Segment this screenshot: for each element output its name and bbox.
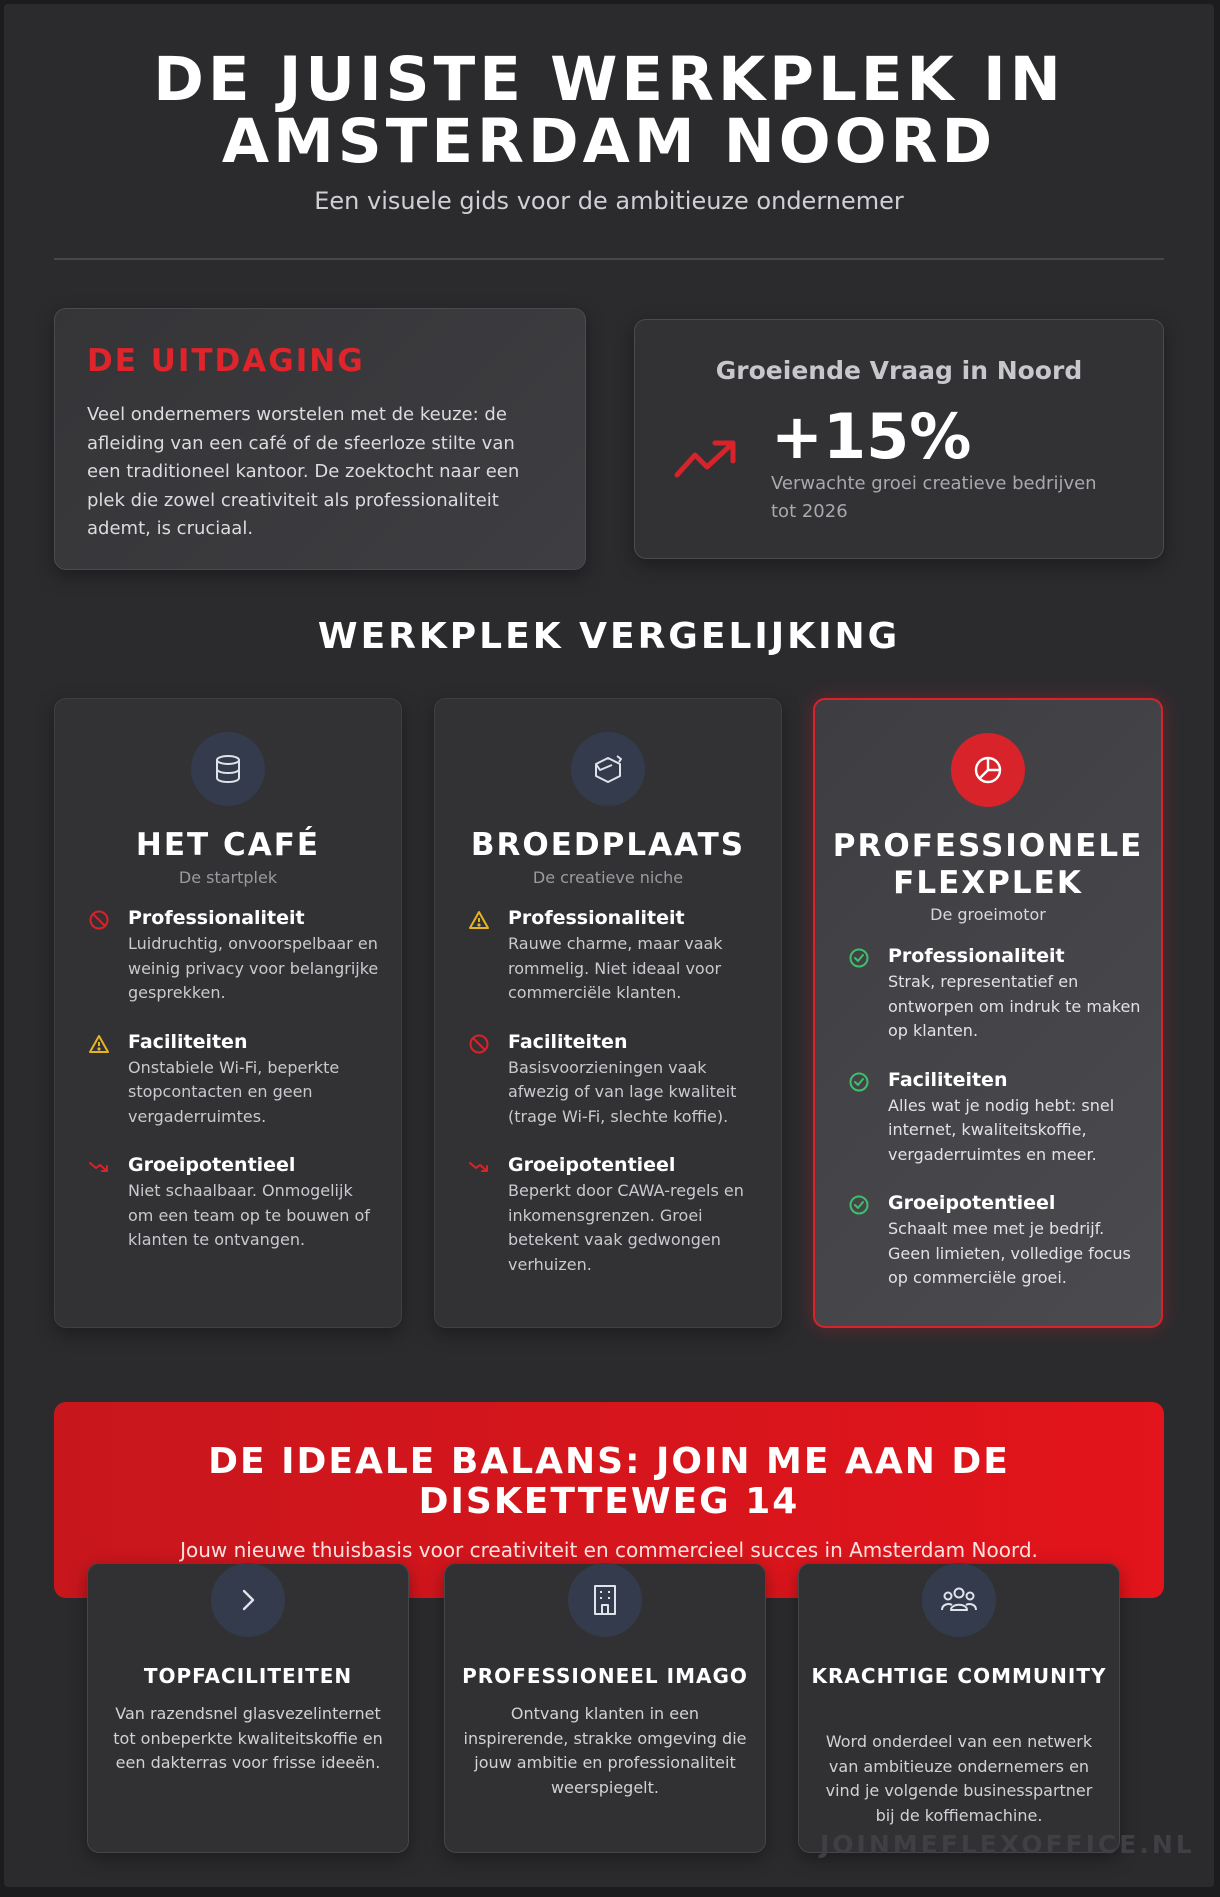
pie-chart-icon: [951, 733, 1025, 807]
column-title: PROFESSIONELE FLEXPLEK: [832, 828, 1144, 901]
comparison-card-flexplek: [813, 698, 1163, 1328]
column-subtitle: De startplek: [178, 868, 278, 887]
comparison-card-broedplaats: [434, 698, 782, 1328]
box-icon: [571, 732, 645, 806]
feature-card-facilities: [87, 1563, 409, 1853]
list-item: [848, 1068, 1141, 1168]
comparison-card-cafe: [54, 698, 402, 1328]
item-text: Onstabiele Wi-Fi, beperkte stopcontacten en geen vergaderruimtes.: [128, 1057, 340, 1126]
column-title: BROEDPLAATS: [470, 827, 746, 863]
check-circle-icon: [848, 1194, 870, 1216]
list-item: [848, 1191, 1141, 1291]
feature-card-community: [798, 1563, 1120, 1853]
list-item: [848, 944, 1141, 1044]
item-text: Rauwe charme, maar vaak rommelig. Niet ideaal voor commerciële klanten.: [508, 934, 723, 1002]
page-title: DE JUISTE WERKPLEK IN AMSTERDAM NOORD: [153, 44, 1065, 177]
item-heading: Professionaliteit: [508, 907, 685, 929]
column-items: [88, 906, 381, 1277]
item-heading: Professionaliteit: [128, 907, 305, 929]
list-item: [468, 906, 761, 1006]
column-items: [468, 906, 761, 1301]
challenge-title: DE UITDAGING: [87, 343, 365, 379]
feature-text: Word onderdeel van een netwerk van ambitieuze ondernemers en vind je volgende businesspartner bij de koffiemachine.: [825, 1732, 1093, 1825]
building-icon: [568, 1563, 642, 1637]
item-text: Beperkt door CAWA-regels en inkomensgrenzen. Groei betekent vaak gedwongen verhuizen.: [508, 1181, 744, 1274]
list-item: [468, 1030, 761, 1130]
comparison-title: WERKPLEK VERGELIJKING: [317, 616, 901, 657]
stat-description: Verwachte groei creatieve bedrijven tot 2026: [771, 473, 1097, 522]
cta-title: DE IDEALE BALANS: JOIN ME AAN DE DISKETTEWEG 14: [208, 1441, 1010, 1522]
item-heading: Faciliteiten: [508, 1030, 628, 1053]
feature-text: Ontvang klanten in een inspirerende, strakke omgeving die jouw ambitie en professionaliteit weerspiegelt.: [463, 1704, 747, 1797]
feature-title: PROFESSIONEEL IMAGO: [462, 1664, 748, 1688]
feature-title: KRACHTIGE COMMUNITY: [811, 1664, 1107, 1688]
item-heading: Faciliteiten: [128, 1030, 248, 1053]
challenge-text: Veel ondernemers worstelen met de keuze: de afleiding van een café of de sfeerloze stilte van een traditioneel kantoor. De zoektocht naar een plek die zowel creativiteit als professionaliteit ademt, is cruciaal.: [87, 404, 520, 539]
item-heading: Groeipotentieel: [508, 1154, 676, 1176]
trending-down-icon: [88, 1156, 110, 1178]
warning-icon: [468, 909, 490, 931]
list-item: [88, 906, 381, 1006]
infographic-page: [4, 4, 1214, 1887]
column-subtitle: De groeimotor: [930, 905, 1046, 924]
check-circle-icon: [848, 1071, 870, 1093]
page-subtitle: Een visuele gids voor de ambitieuze ondernemer: [314, 187, 904, 215]
column-subtitle: De creatieve niche: [532, 868, 684, 887]
trending-up-icon: [673, 435, 741, 485]
item-heading: Groeipotentieel: [128, 1154, 296, 1176]
header: [4, 44, 1214, 215]
feature-title: TOPFACILITEITEN: [143, 1664, 353, 1688]
item-heading: Groeipotentieel: [888, 1192, 1056, 1214]
header-divider: [54, 258, 1164, 260]
ban-icon: [468, 1033, 490, 1055]
item-text: Strak, representatief en ontworpen om indruk te maken op klanten.: [888, 972, 1141, 1040]
chevron-right-icon: [211, 1563, 285, 1637]
list-item: [88, 1030, 381, 1130]
trending-down-icon: [468, 1156, 490, 1178]
feature-card-image: [444, 1563, 766, 1853]
feature-text: Van razendsnel glasvezelinternet tot onbeperkte kwaliteitskoffie en een dakterras voor frisse ideeën.: [113, 1704, 383, 1772]
watermark: JOINMEFLEXOFFICE.NL: [820, 1830, 1195, 1859]
stat-label: Groeiende Vraag in Noord: [715, 356, 1083, 385]
column-title: HET CAFÉ: [135, 827, 321, 863]
stat-card: [634, 319, 1164, 559]
ban-icon: [88, 909, 110, 931]
list-item: [88, 1153, 381, 1253]
list-item: [468, 1153, 761, 1277]
item-heading: Professionaliteit: [888, 945, 1065, 967]
users-icon: [922, 1563, 996, 1637]
challenge-card: [54, 308, 586, 570]
item-text: Schaalt mee met je bedrijf. Geen limieten, volledige focus op commerciële groei.: [888, 1219, 1131, 1287]
item-text: Niet schaalbaar. Onmogelijk om een team op te bouwen of klanten te ontvangen.: [128, 1181, 370, 1249]
item-heading: Faciliteiten: [888, 1068, 1008, 1091]
warning-icon: [88, 1033, 110, 1055]
item-text: Alles wat je nodig hebt: snel internet, kwaliteitskoffie, vergaderruimtes en meer.: [888, 1095, 1115, 1164]
column-items: [848, 944, 1141, 1315]
item-text: Basisvoorzieningen vaak afwezig of van lage kwaliteit (trage Wi-Fi, slechte koffie).: [508, 1057, 737, 1126]
stat-value: +15%: [771, 400, 972, 473]
cta-subtitle: Jouw nieuwe thuisbasis voor creativiteit en commercieel succes in Amsterdam Noord.: [180, 1538, 1038, 1562]
check-circle-icon: [848, 947, 870, 969]
item-text: Luidruchtig, onvoorspelbaar en weinig privacy voor belangrijke gesprekken.: [128, 934, 379, 1002]
coffee-cup-icon: [191, 732, 265, 806]
